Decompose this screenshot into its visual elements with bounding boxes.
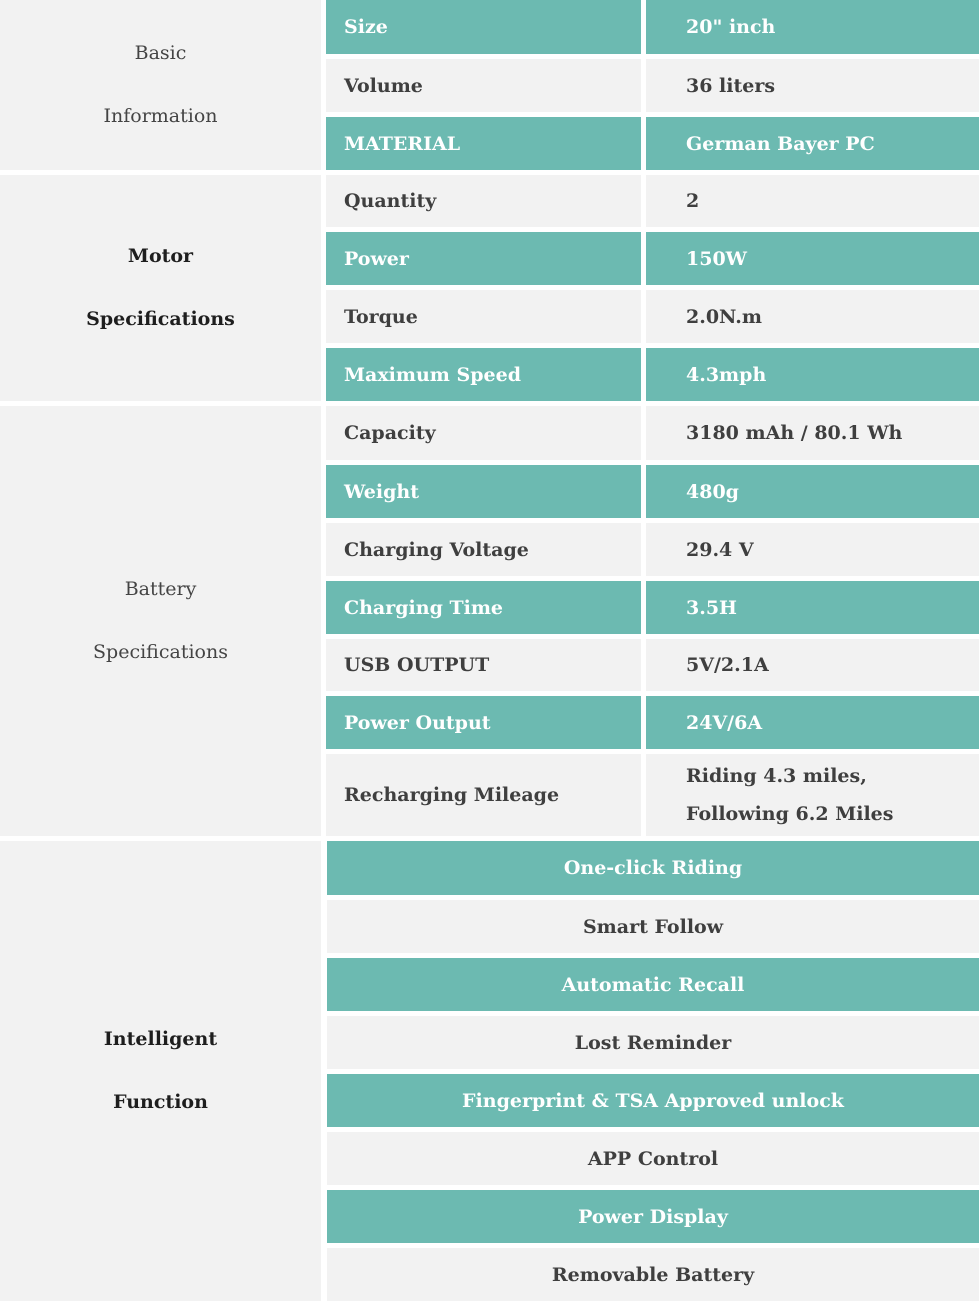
section-label-line: Function — [113, 1091, 208, 1113]
function-item: Lost Reminder — [327, 1016, 979, 1069]
spec-label: MATERIAL — [326, 117, 641, 170]
spec-value-line: Following 6.2 Miles — [686, 803, 894, 825]
spec-label: Volume — [326, 59, 641, 112]
spec-label: Recharging Mileage — [326, 754, 641, 836]
spec-value: 3.5H — [646, 581, 979, 634]
function-item: APP Control — [327, 1132, 979, 1185]
function-item: Fingerprint & TSA Approved unlock — [327, 1074, 979, 1127]
section-battery-specifications — [0, 406, 321, 836]
section-label-line: Basic — [134, 42, 187, 65]
spec-value: 24V/6A — [646, 696, 979, 749]
spec-value: 150W — [646, 232, 979, 285]
spec-value: 36 liters — [646, 59, 979, 112]
spec-label: Power Output — [326, 696, 641, 749]
section-basic-information — [0, 0, 321, 170]
spec-value: 5V/2.1A — [646, 639, 979, 691]
function-item: Smart Follow — [327, 900, 979, 953]
function-item: Automatic Recall — [327, 958, 979, 1011]
section-label-line: Specifications — [93, 641, 228, 663]
spec-label: Torque — [326, 290, 641, 343]
spec-label: Capacity — [326, 406, 641, 460]
function-item: Power Display — [327, 1190, 979, 1243]
spec-value-line: Riding 4.3 miles, — [686, 765, 867, 787]
spec-label: Size — [326, 0, 641, 54]
spec-value: 480g — [646, 465, 979, 518]
section-motor-specifications — [0, 175, 321, 401]
spec-label: Power — [326, 232, 641, 285]
spec-value: 2.0N.m — [646, 290, 979, 343]
section-label-line: Motor — [127, 245, 194, 268]
spec-label: Weight — [326, 465, 641, 518]
spec-label: USB OUTPUT — [326, 639, 641, 691]
spec-label: Charging Voltage — [326, 523, 641, 576]
spec-value: 4.3mph — [646, 348, 979, 401]
spec-value: 29.4 V — [646, 523, 979, 576]
spec-value: German Bayer PC — [646, 117, 979, 170]
function-item: One-click Riding — [327, 841, 979, 895]
section-label-line: Information — [103, 105, 218, 127]
spec-label: Charging Time — [326, 581, 641, 634]
section-label-line: Intelligent — [103, 1028, 218, 1051]
spec-value — [646, 754, 979, 836]
function-item: Removable Battery — [327, 1248, 979, 1301]
spec-value: 2 — [646, 175, 979, 227]
spec-label: Maximum Speed — [326, 348, 641, 401]
section-label-line: Specifications — [86, 308, 235, 330]
spec-value: 20" inch — [646, 0, 979, 54]
section-intelligent-function — [0, 841, 321, 1301]
spec-label: Quantity — [326, 175, 641, 227]
spec-value: 3180 mAh / 80.1 Wh — [646, 406, 979, 460]
section-label-line: Battery — [124, 578, 197, 601]
